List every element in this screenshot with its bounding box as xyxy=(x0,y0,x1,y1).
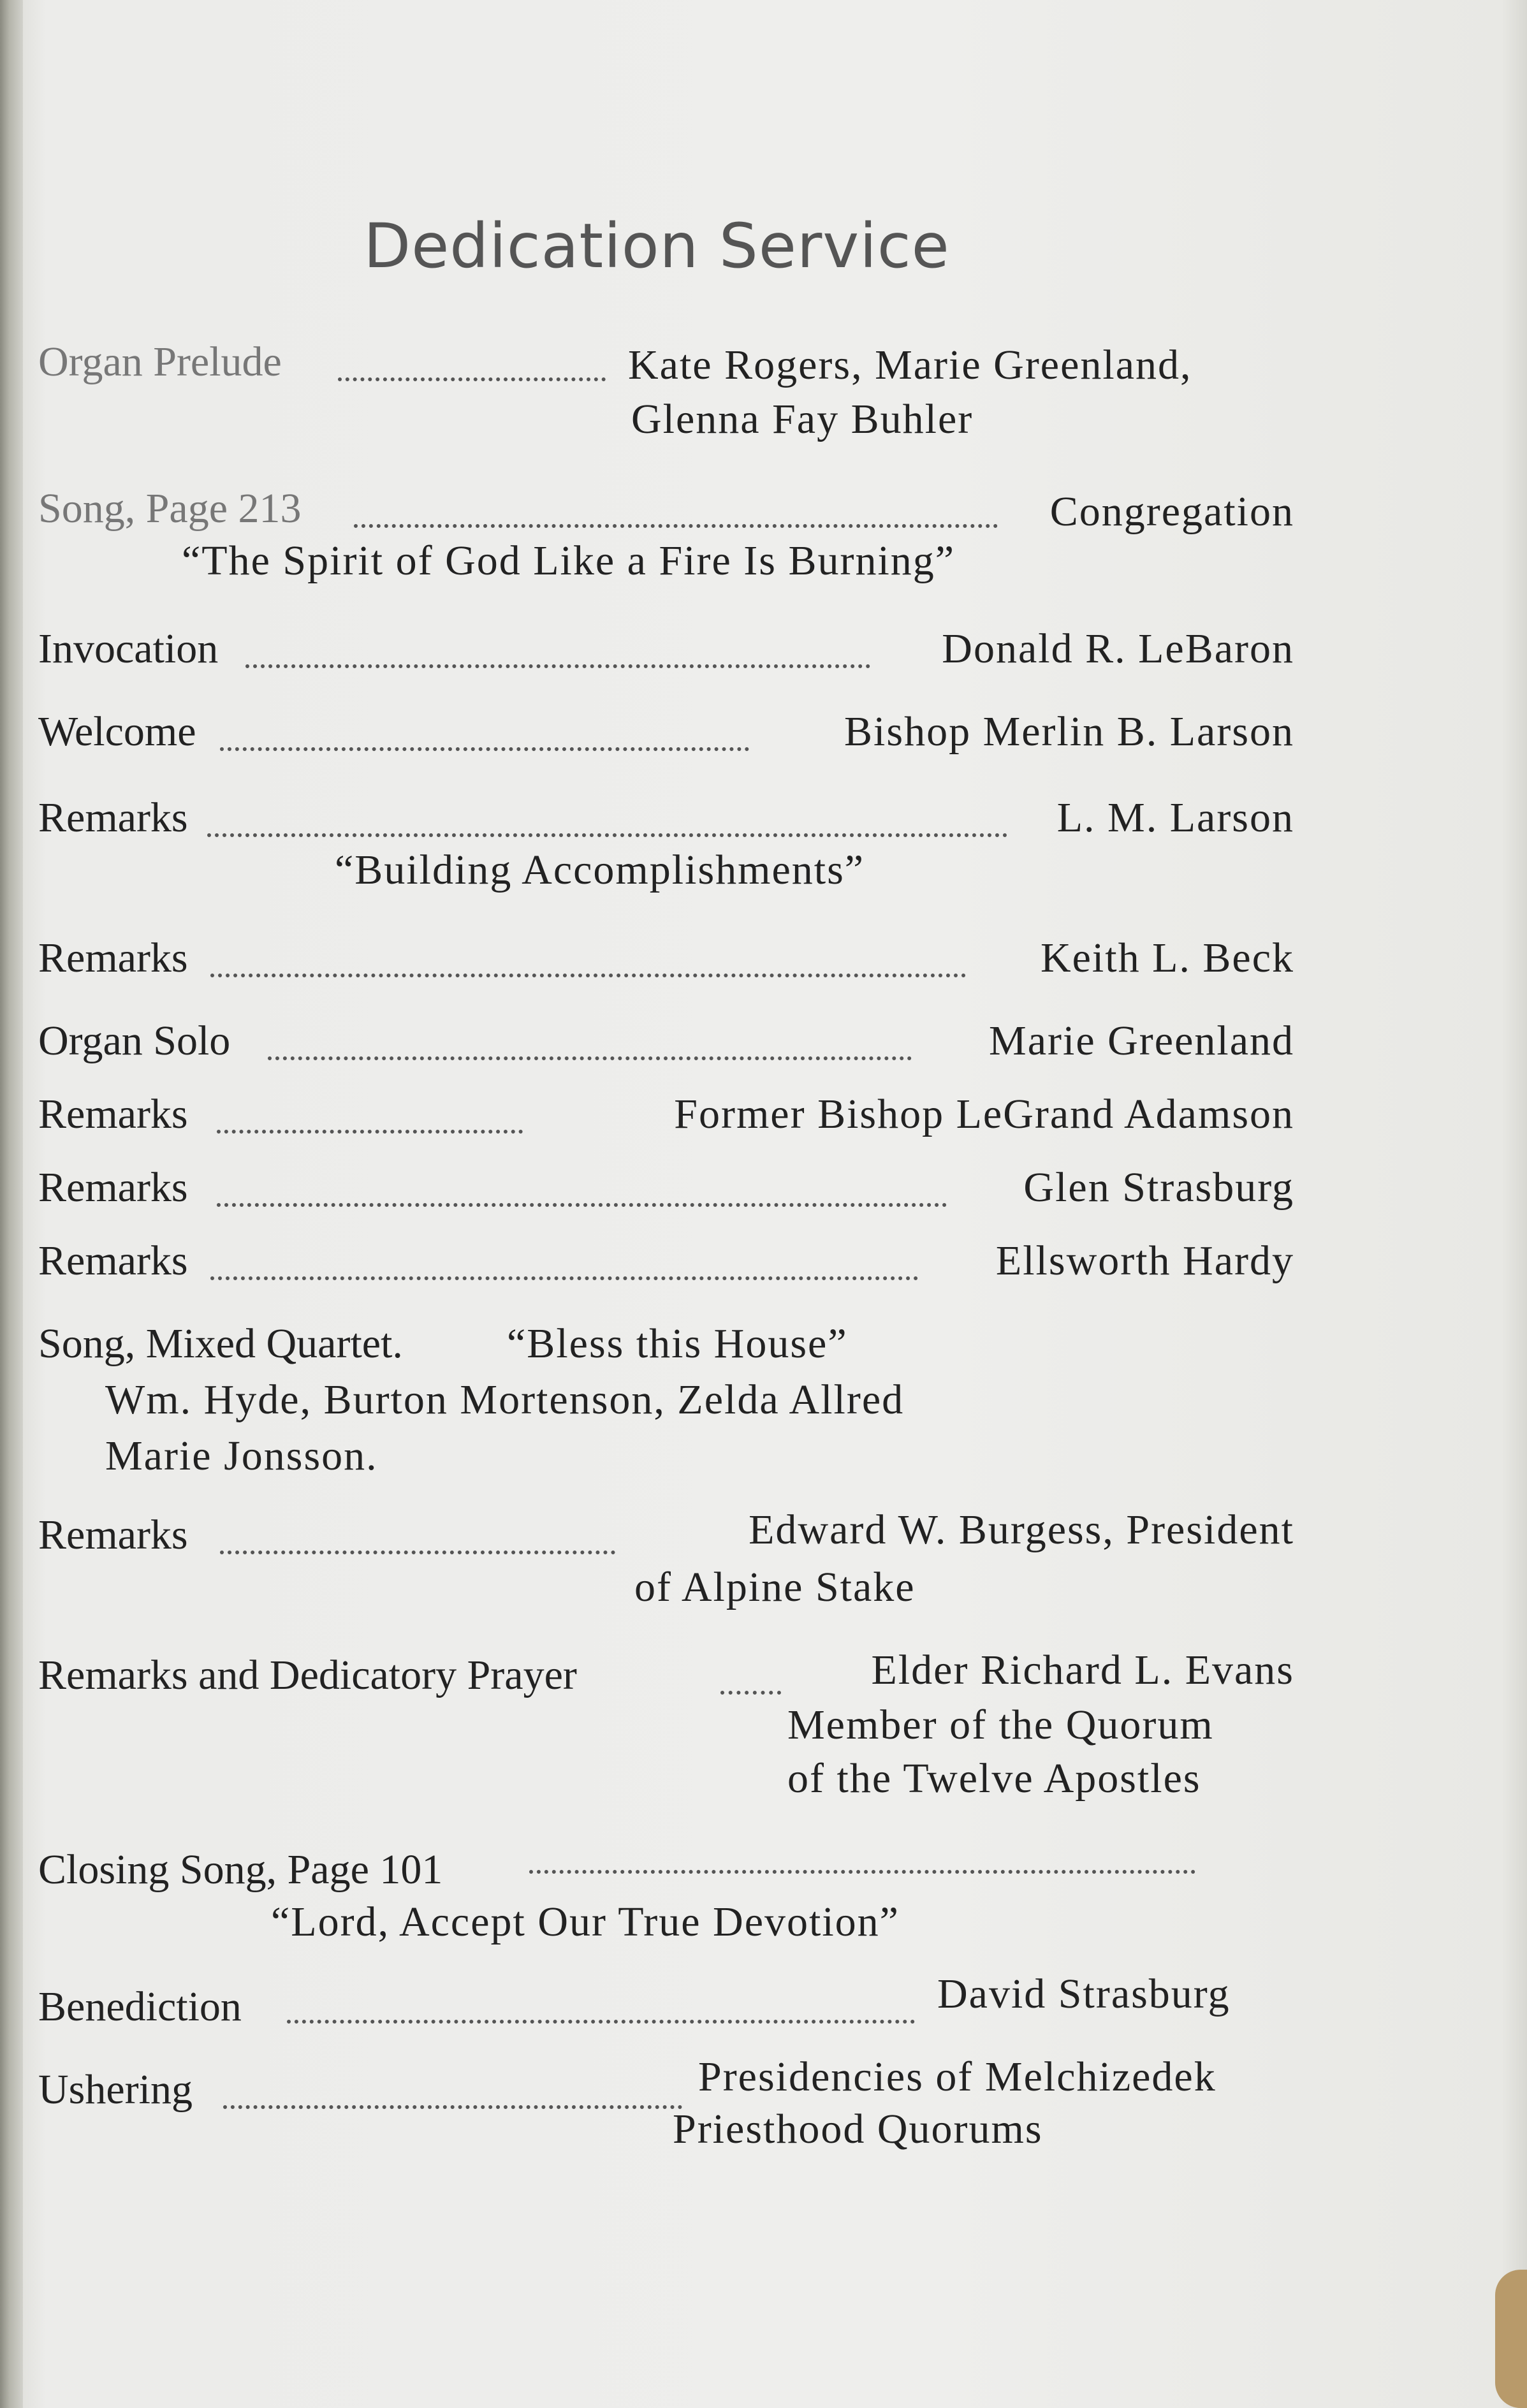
page-title: Dedication Service xyxy=(363,210,950,282)
entry-performer-line-2: of Alpine Stake xyxy=(634,1564,916,1610)
entry-performer-line-2: Member of the Quorum xyxy=(787,1702,1214,1748)
remarks-topic: “Building Accomplishments” xyxy=(335,847,865,893)
entry-label: Song, Page 213 xyxy=(38,485,302,532)
leader-dots xyxy=(720,1691,781,1695)
entry-performer: Congregation xyxy=(1049,488,1294,535)
leader-dots xyxy=(220,1551,615,1554)
quartet-members-line-2: Marie Jonsson. xyxy=(105,1433,378,1479)
leader-dots xyxy=(268,1056,912,1060)
quartet-members: Wm. Hyde, Burton Mortenson, Zelda Allred xyxy=(105,1376,905,1423)
entry-label: Song, Mixed Quartet. xyxy=(38,1320,403,1367)
entry-performer: Former Bishop LeGrand Adamson xyxy=(674,1091,1294,1137)
leader-dots xyxy=(220,747,749,751)
entry-performer: Donald R. LeBaron xyxy=(942,625,1294,672)
leader-dots xyxy=(217,1130,523,1134)
leader-dots xyxy=(207,833,1007,837)
leader-dots xyxy=(245,664,870,668)
song-title: “Bless this House” xyxy=(507,1320,848,1367)
entry-label: Ushering xyxy=(38,2066,193,2113)
entry-label: Welcome xyxy=(38,708,196,755)
page-edge xyxy=(1501,0,1527,2408)
entry-performer: Keith L. Beck xyxy=(1040,935,1294,981)
entry-label: Remarks xyxy=(38,1237,188,1284)
entry-performer: Presidencies of Melchizedek xyxy=(698,2054,1216,2100)
song-title: “The Spirit of God Like a Fire Is Burning” xyxy=(182,537,956,584)
entry-label: Remarks xyxy=(38,1512,188,1558)
song-title: “Lord, Accept Our True Devotion” xyxy=(271,1899,900,1945)
leader-dots xyxy=(529,1870,1195,1874)
entry-performer-line-3: of the Twelve Apostles xyxy=(787,1755,1201,1802)
leader-dots xyxy=(210,1276,918,1280)
entry-label: Organ Solo xyxy=(38,1018,231,1064)
entry-performer-line-2: Priesthood Quorums xyxy=(673,2106,1043,2152)
entry-label: Remarks xyxy=(38,1164,188,1211)
page-tab xyxy=(1495,2270,1527,2408)
entry-performer: L. M. Larson xyxy=(1056,794,1294,841)
leader-dots xyxy=(217,1203,947,1207)
entry-performer: Glen Strasburg xyxy=(1023,1164,1294,1211)
entry-label: Remarks xyxy=(38,1091,188,1137)
entry-performer: Marie Greenland xyxy=(989,1018,1294,1064)
entry-label: Remarks and Dedicatory Prayer xyxy=(38,1652,577,1698)
leader-dots xyxy=(287,2020,915,2024)
entry-label: Organ Prelude xyxy=(38,339,282,385)
entry-performer: Edward W. Burgess, President xyxy=(749,1507,1294,1553)
entry-label: Remarks xyxy=(38,935,188,981)
entry-label: Benediction xyxy=(38,1983,242,2030)
entry-label: Invocation xyxy=(38,625,219,672)
entry-label: Remarks xyxy=(38,794,188,841)
leader-dots xyxy=(210,974,966,977)
book-spine xyxy=(0,0,23,2408)
leader-dots xyxy=(354,524,998,528)
leader-dots xyxy=(338,377,606,381)
entry-performer-line-2: Glenna Fay Buhler xyxy=(631,396,974,442)
leader-dots xyxy=(223,2105,682,2109)
entry-performer: Bishop Merlin B. Larson xyxy=(844,708,1294,755)
entry-performer: Kate Rogers, Marie Greenland, xyxy=(628,342,1192,388)
entry-performer: David Strasburg xyxy=(937,1971,1231,2017)
entry-performer: Ellsworth Hardy xyxy=(995,1237,1294,1284)
entry-performer: Elder Richard L. Evans xyxy=(871,1647,1294,1693)
entry-label: Closing Song, Page 101 xyxy=(38,1846,443,1893)
